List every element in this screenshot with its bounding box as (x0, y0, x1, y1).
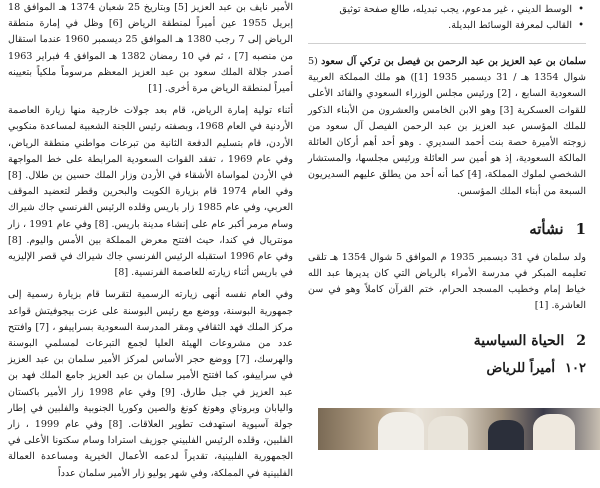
section-title: الحياة السياسية (473, 332, 565, 349)
bosnia-visit-paragraph: وفي العام نفسه أنهى زيارته الرسمية لتقرسا قام بزيارة رسمية إلى جمهورية البوسنة، ووضع مع رئيس البوسنة على عزت بيجوفيتش قواعد مركز الملك فهد الثقافي ومقر المدرسة السعودية بسراييفو ، [7] وافتتح عدد من مشروعات الهيئة العليا لجمع التبرعات لمسلمي البوسنة والهرسك، [7] ووضع حجر الأساس لمركز الأمير سلمان بن عبد العزيز في سراييفو، كما افتتح الأمير سلمان بن عبد العزيز جامع الملك فهد بن عبد العزيز في جبل طارق. [9] وفي عام 1998 زار الأمير باكستان واليابان وبروناي وهونغ كونغ والصين وكوريا الجنوبية والفلبين في إطار جولة آسيوية استهدفت تطوير العلاقات. [8] وفي عام 1999 ، زار الفلبين، وقلده الرئيس الفلبيني جوزيف استرادا وسام سكتونا الأعلى في الجمهورية الفلبينية، تقديراً لدعمه الأعمال الخيرية ومساعدة العمالة الفلبينية في المملكة، وفي شهر يوليو زار الأمير سلمان عدداً (8, 289, 294, 479)
bio-name: سلمان بن عبد العزيز بن عبد الرحمن بن فيصل بن تركي آل سعود (321, 56, 586, 67)
section-title: نشأته (529, 219, 564, 238)
foreign-visits-paragraph: أثناء تولية إمارة الرياض، قام بعد جولات خارجية منها زيارة العاصمة الأردنية في العام 1968، وبصفته رئيس اللجنة الشعبية لمساعدة منكوبي الأردن، قام بتسليم الدفعة الثانية من تبرعات مواطني منطقة الرياض، وفي عام 1969 ، تفقد القوات السعودية المرابطة على خط المواجهة في الأردن لمواساة الأشقاء في الأردن وزار الملك حسين بن طلال. [8] وفي العام 1974 قام بزيارة الكويت والبحرين وقطر لتعضيد الموقف العربي، وفي عام 1985 زار باريس وقلده الرئيس الفرنسي جاك شيراك وسام مرمر أكبر عام على إنشاء مدينة باريس. [8] وفي عام 1991 ، زار مونتريال في كندا، حيث افتتح معرض المملكة بين الأمس واليوم. [8] وفي عام 1996 استقبله الرئيس الفرنسي جاك شيراك في قصر الإليزيه في باريس أثناء زيارته للعاصمة الفرنسية. [8] (8, 105, 294, 279)
subsection-title: أميراً للرياض (486, 360, 556, 376)
bullet-item: • الوسط الديني ، غير مدعوم، يجب تبديله، طالع صفحة توثيق (308, 2, 586, 18)
article-photo (318, 408, 600, 450)
bullet-item: • القالب لمعرفة الوسائط البديلة. (308, 18, 586, 34)
section1-paragraph: ولد سلمان في 31 ديسمبر 1935 م الموافق 5 شوال 1354 هـ تلقى تعليمه المبكر في مدرسة الأمراء بالرياض التي كان يديرها عبد الله خياط إمام وخطيب المسجد الحرام، ختم القرآن كاملاً وهو في سن العاشرة. [1] (308, 251, 586, 312)
subsection-number: ١٠٢ (565, 360, 586, 376)
left-column (8, 0, 293, 488)
section-heading-1 (308, 220, 586, 238)
divider (308, 43, 586, 44)
section-number: 1 (575, 219, 586, 238)
section-heading-2 (308, 333, 586, 349)
riyadh-emir-paragraph: الأمير نايف بن عبد العزيز [5] وبتاريخ 25 شعبان 1374 هـ الموافق 18 إبريل 1955 عين أميراً لمنطقة الرياض [6] وظل في إمارة منطقة الرياض إلى 7 رجب 1380 هـ الموافق 25 ديسمبر 1960 عندما استقال من منصبه [7] ، ثم في 10 رمضان 1382 هـ الموافق 4 فبراير 1963 أصدر جلالة الملك سعود بن عبد العزيز المعظم مرسوماً ملكياً بتعيينه أميراً لمنطقة الرياض مرة أخرى. [1] (8, 2, 293, 95)
right-column (308, 0, 586, 384)
photo-figure (378, 412, 424, 450)
bio-paragraph (308, 54, 586, 200)
section-number: 2 (576, 332, 586, 349)
photo-figure (488, 420, 524, 450)
notice-bullets (308, 2, 586, 33)
bio-text: (5 شوال 1354 هـ / 31 ديسمبر 1935 [1]) هو ملك المملكة العربية السعودية السابع ، [2] ورئيس مجلس الوزراء السعودي والقائد الأعلى للقوات العسكرية [3] وهو الابن الخامس والعشرون من الأبناء الذكور للملك المؤسس عبد العزيز بن عبد الرحمن الفيصل آل سعود من زوجته الأميرة حصة بنت أحمد السديري . وهو أحد أهم أركان العائلة المالكة السعودية، إذ هو أمين سر العائلة ورئيس مجلسها، والمستشار الشخصي لملوك المملكة، [4] كما أنه أحد من يطلق عليهم السديريون السبعة من أبناء الملك المؤسس. (308, 56, 586, 197)
photo-figure (428, 416, 468, 450)
photo-figure (533, 414, 575, 450)
subsection-heading-2-1 (308, 361, 586, 376)
